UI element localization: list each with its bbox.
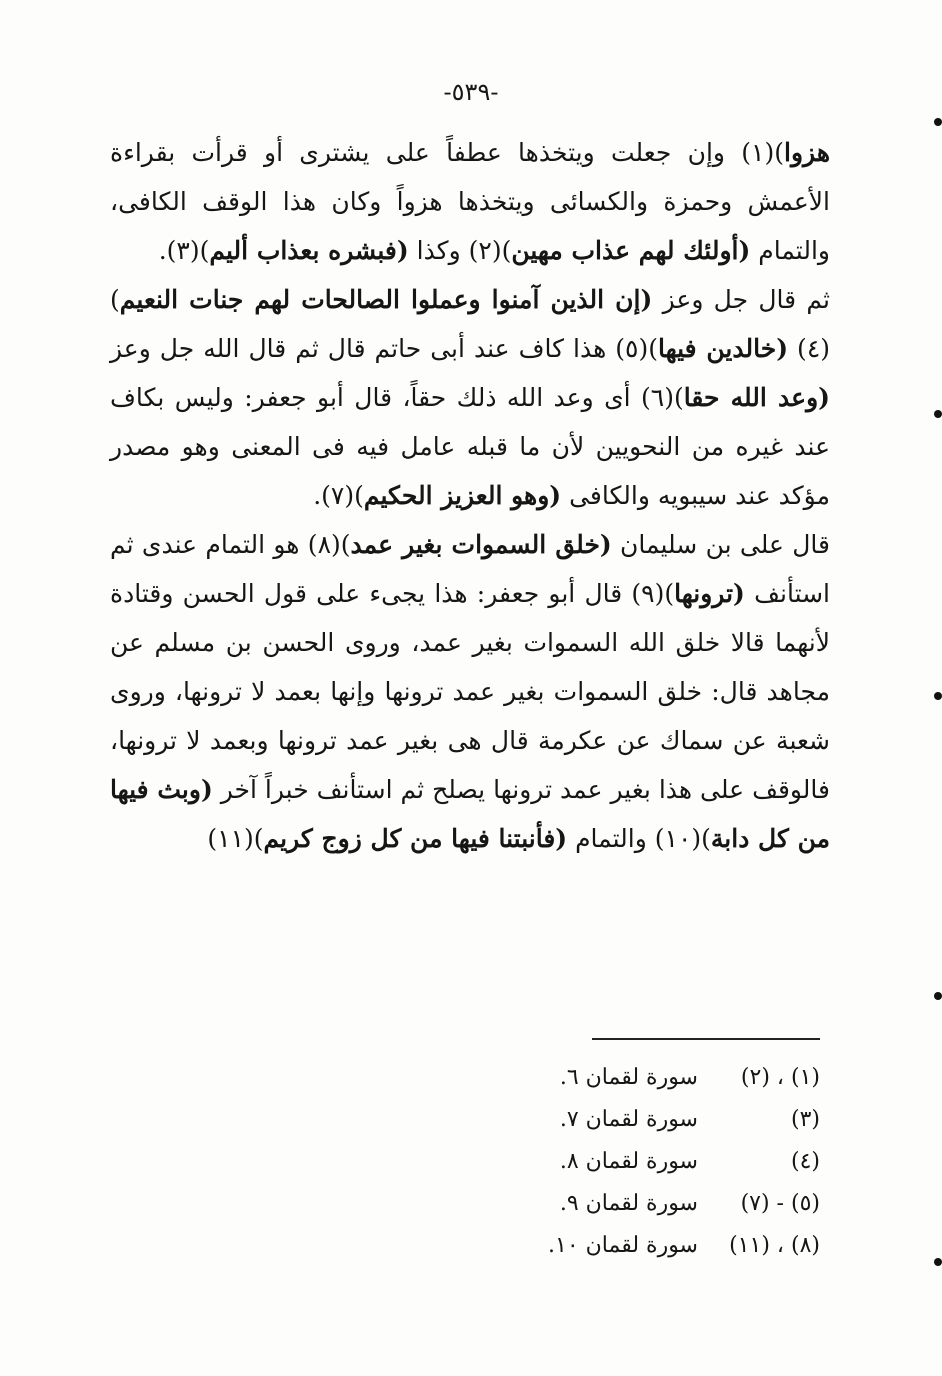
commentary-text: )(٥) هذا كاف عند أبى حاتم قال ثم قال الله جل وعز <box>110 334 658 363</box>
quran-quote: (فبشره بعذاب أليم <box>209 236 409 265</box>
quran-quote: (وهو العزيز الحكيم <box>363 481 562 510</box>
footnote-source: سورة لقمان ٧. <box>559 1106 698 1132</box>
commentary-text: قال على بن سليمان <box>611 530 830 559</box>
commentary-text: )(١٠) والتمام <box>567 824 711 853</box>
commentary-text: )(١) وإن جعلت ويتخذها عطفاً على يشترى أو قرأت بقراءة الأعمش وحمزة والكسائى ويتخذها هزواً وكان هذا الوقف الكافى، والتمام <box>110 138 830 265</box>
commentary-text: )(٨) هو التمام عندى ثم استأنف <box>110 530 831 608</box>
footnote-source: سورة لقمان ١٠. <box>548 1232 698 1258</box>
quran-quote: (ترونها <box>674 579 745 608</box>
quran-quote: (إن الذين آمنوا وعملوا الصالحات لهم جنات النعيم <box>119 285 653 314</box>
commentary-text: )(٩) قال أبو جعفر: هذا يجىء على قول الحسن وقتادة لأنهما قالا خلق الله السموات بغير عمد، وروى الحسن بن مسلم عن مجاهد قال: خلق السموات بغير عمد ترونها وإنها بعمد لا ترونها، وروى شعبة عن سماك عن عكرمة قال هى بغير عمد ترونها وبعمد لا ترونها، فالوقف على هذا بغير عمد ترونها يصلح ثم استأنف خبراً آخر <box>110 579 830 804</box>
scan-edge-mark <box>934 1258 942 1266</box>
quran-quote: هزوا <box>784 138 830 167</box>
paragraph <box>110 128 830 275</box>
footnote-ref: (١) ، (٢) <box>740 1064 820 1090</box>
body-text <box>110 128 830 863</box>
footnote-source: سورة لقمان ٩. <box>559 1190 698 1216</box>
footnote-ref: (٣) <box>790 1106 820 1132</box>
commentary-text: )(١١) <box>207 824 264 853</box>
quran-quote: (خالدين فيها <box>658 334 789 363</box>
scan-edge-mark <box>934 118 942 126</box>
commentary-text: )(٤) <box>110 285 831 363</box>
footnote-divider <box>592 1038 820 1040</box>
quran-quote: (فأنبتنا فيها من كل زوج كريم <box>263 824 568 853</box>
scan-edge-mark <box>934 692 942 700</box>
footnote <box>490 1098 820 1140</box>
commentary-text: )(٣). <box>158 236 210 265</box>
footnote <box>490 1140 820 1182</box>
quran-quote: (وعد الله حقا <box>683 383 830 412</box>
footnote-ref: (٤) <box>790 1148 820 1174</box>
footnote-ref: (٨) ، (١١) <box>729 1232 820 1258</box>
page-number: -٥٣٩- <box>443 78 499 106</box>
scan-edge-mark <box>934 992 942 1000</box>
commentary-text: )(٧). <box>313 481 364 510</box>
scan-edge-mark <box>934 410 942 418</box>
quran-quote: (وبث فيها من كل دابة <box>110 775 830 853</box>
quran-quote: (أولئك لهم عذاب مهين <box>511 236 751 265</box>
footnote <box>490 1224 820 1266</box>
quran-quote: (خلق السموات بغير عمد <box>350 530 612 559</box>
commentary-text: )(٢) وكذا <box>408 236 512 265</box>
paragraph <box>110 520 830 863</box>
paragraph <box>110 275 830 520</box>
commentary-text: ثم قال جل وعز <box>652 285 830 314</box>
commentary-text: )(٦) أى وعد الله ذلك حقاً، قال أبو جعفر: وليس بكاف عند غيره من النحويين لأن ما قبله عامل فيه فى المعنى وهو مصدر مؤكد عند سيبويه والكافى <box>110 383 830 510</box>
footnote <box>490 1056 820 1098</box>
footnote-source: سورة لقمان ٦. <box>559 1064 698 1090</box>
footnotes <box>490 1056 820 1266</box>
footnote-source: سورة لقمان ٨. <box>559 1148 698 1174</box>
footnote <box>490 1182 820 1224</box>
footnote-ref: (٥) - (٧) <box>740 1190 820 1216</box>
